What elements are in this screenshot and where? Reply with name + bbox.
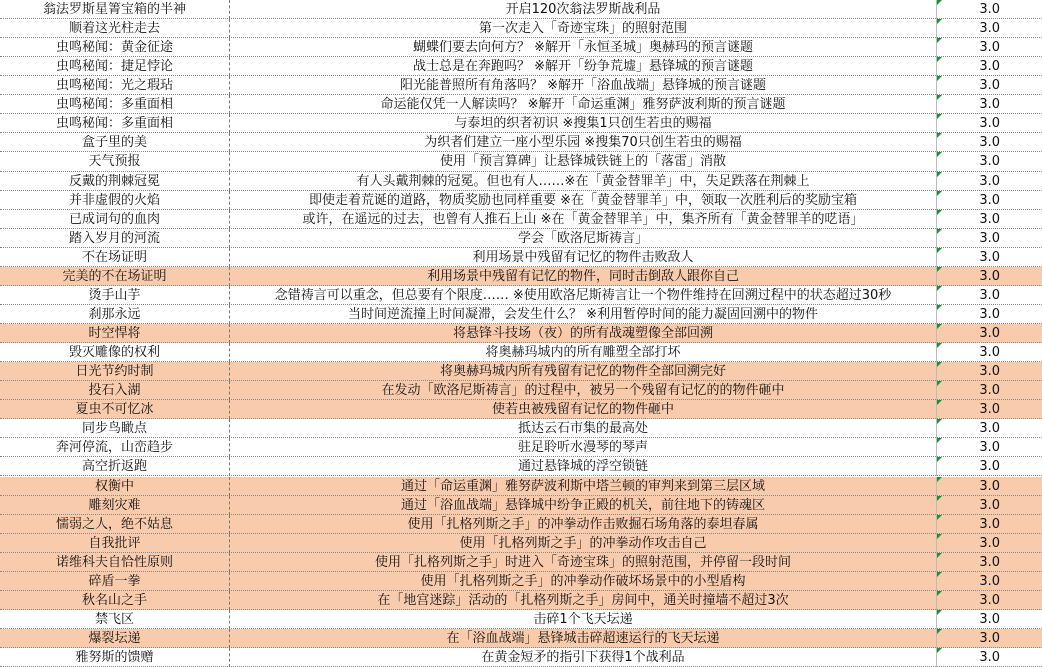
- achievement-description-cell[interactable]: 与泰坦的织者初识 ※搜集1只创生若虫的赐福: [230, 114, 937, 133]
- table-row[interactable]: [0, 553, 1042, 572]
- achievement-description-cell[interactable]: 将悬锋斗技场（夜）的所有战魂塑像全部回溯: [230, 324, 937, 343]
- achievement-description-cell[interactable]: 使用「扎格列斯之手」的冲拳动作破坏场景中的小型盾构: [230, 572, 937, 591]
- achievement-name-cell[interactable]: 踏入岁月的河流: [0, 229, 230, 248]
- cell-comment-marker-icon: [937, 229, 942, 234]
- cell-comment-marker-icon: [937, 305, 942, 310]
- cell-comment-marker-icon: [937, 286, 942, 291]
- version-cell[interactable]: 3.0: [979, 497, 1000, 513]
- achievement-name-cell[interactable]: 同步鸟瞰点: [0, 419, 230, 438]
- achievement-description-cell[interactable]: 战士总是在奔跑吗？ ※解开「纷争荒墟」悬锋城的预言谜题: [230, 57, 937, 76]
- version-cell[interactable]: 3.0: [979, 440, 1000, 456]
- cell-comment-marker-icon: [937, 591, 942, 596]
- achievement-name-cell[interactable]: 碎盾一拳: [0, 572, 230, 591]
- version-cell[interactable]: 3.0: [979, 116, 1000, 132]
- achievement-name-cell[interactable]: 秋名山之手: [0, 591, 230, 610]
- achievement-description-cell[interactable]: 将奥赫玛城内所有残留有记忆的物件全部回溯完好: [230, 362, 937, 381]
- version-cell[interactable]: 3.0: [979, 326, 1000, 342]
- achievement-description-cell[interactable]: 蝴蝶们要去向何方？ ※解开「永恒圣城」奥赫玛的预言谜题: [230, 38, 937, 57]
- table-row[interactable]: [0, 38, 1042, 57]
- achievement-name-cell[interactable]: 盒子里的美: [0, 133, 230, 152]
- table-row[interactable]: [0, 57, 1042, 76]
- achievement-name-cell[interactable]: 并非虚假的火焰: [0, 191, 230, 210]
- achievement-name-cell[interactable]: 投石入湖: [0, 381, 230, 400]
- achievement-name-cell[interactable]: 懦弱之人，绝不姑息: [0, 515, 230, 534]
- version-cell[interactable]: 3.0: [979, 402, 1000, 418]
- cell-comment-marker-icon: [937, 57, 942, 62]
- version-cell[interactable]: 3.0: [979, 21, 1000, 37]
- cell-comment-marker-icon: [937, 515, 942, 520]
- table-row[interactable]: [0, 400, 1042, 419]
- achievement-name-cell[interactable]: 不在场证明: [0, 248, 230, 267]
- achievement-name-cell[interactable]: 诺维科夫自恰性原则: [0, 553, 230, 572]
- version-cell[interactable]: 3.0: [979, 306, 1000, 322]
- table-row[interactable]: [0, 191, 1042, 210]
- achievement-description-cell[interactable]: 使若虫被残留有记忆的物件砸中: [230, 400, 937, 419]
- achievement-name-cell[interactable]: 已成词句的血肉: [0, 210, 230, 229]
- table-row[interactable]: [0, 457, 1042, 476]
- table-row[interactable]: [0, 477, 1042, 496]
- achievement-description-cell[interactable]: 当时间逆流撞上时间凝滞，会发生什么？ ※利用暂停时间的能力凝固回溯中的物件: [230, 305, 937, 324]
- achievement-description-cell[interactable]: 开启120次翁法罗斯战利品: [230, 0, 937, 19]
- cell-comment-marker-icon: [937, 114, 942, 119]
- achievement-name-cell[interactable]: 禁飞区: [0, 610, 230, 629]
- cell-comment-marker-icon: [937, 477, 942, 482]
- table-row[interactable]: [0, 76, 1042, 95]
- achievement-description-cell[interactable]: 为织者们建立一座小型乐园 ※搜集70只创生若虫的赐福: [230, 133, 937, 152]
- table-row[interactable]: [0, 286, 1042, 305]
- achievement-description-cell[interactable]: 在发动「欧洛尼斯祷言」的过程中，被另一个残留有记忆的的物件砸中: [230, 381, 937, 400]
- version-cell[interactable]: 3.0: [979, 650, 1000, 666]
- achievement-description-cell[interactable]: 学会「欧洛尼斯祷言」: [230, 229, 937, 248]
- achievement-description-cell[interactable]: 阳光能普照所有角落吗？ ※解开「浴血战端」悬锋城的预言谜题: [230, 76, 937, 95]
- cell-comment-marker-icon: [937, 343, 942, 348]
- table-row[interactable]: [0, 95, 1042, 114]
- version-cell[interactable]: 3.0: [979, 554, 1000, 570]
- table-row[interactable]: [0, 534, 1042, 553]
- achievement-description-cell[interactable]: 使用「扎格列斯之手」的冲拳动作攻击自己: [230, 534, 937, 553]
- cell-comment-marker-icon: [937, 133, 942, 138]
- achievement-name-cell[interactable]: 顺着这光柱走去: [0, 19, 230, 38]
- achievement-name-cell[interactable]: 天气预报: [0, 152, 230, 171]
- achievement-name-cell[interactable]: 翁法罗斯星箐宝箱的半神: [0, 0, 230, 19]
- cell-comment-marker-icon: [937, 457, 942, 462]
- cell-comment-marker-icon: [937, 95, 942, 100]
- version-cell[interactable]: 3.0: [979, 2, 1000, 17]
- version-cell[interactable]: 3.0: [979, 516, 1000, 532]
- achievement-name-cell[interactable]: 反戴的荆棘冠冕: [0, 172, 230, 191]
- cell-comment-marker-icon: [937, 381, 942, 386]
- achievement-name-cell[interactable]: 权衡中: [0, 477, 230, 496]
- table-row[interactable]: [0, 248, 1042, 267]
- cell-comment-marker-icon: [937, 0, 942, 5]
- achievement-description-cell[interactable]: 使用「预言算碑」让悬锋城铁链上的「落雷」消散: [230, 152, 937, 171]
- table-row[interactable]: [0, 438, 1042, 457]
- achievement-name-cell[interactable]: 爆裂坛递: [0, 629, 230, 648]
- achievement-description-cell[interactable]: 通过悬锋城的浮空锁链: [230, 457, 937, 476]
- table-row[interactable]: [0, 591, 1042, 610]
- achievement-description-cell[interactable]: 在黄金短矛的指引下获得1个战利品: [230, 648, 937, 667]
- version-cell[interactable]: 3.0: [979, 345, 1000, 361]
- table-row[interactable]: [0, 381, 1042, 400]
- cell-comment-marker-icon: [937, 191, 942, 196]
- version-cell[interactable]: 3.0: [979, 478, 1000, 494]
- achievement-name-cell[interactable]: 夏虫不可忆冰: [0, 400, 230, 419]
- cell-comment-marker-icon: [937, 572, 942, 577]
- table-row[interactable]: [0, 324, 1042, 343]
- cell-comment-marker-icon: [937, 248, 942, 253]
- table-row[interactable]: [0, 0, 1042, 19]
- version-cell[interactable]: 3.0: [979, 611, 1000, 627]
- achievement-description-cell[interactable]: 命运能仅凭一人解读吗？ ※解开「命运重渊」雅努萨波利斯的预言谜题: [230, 95, 937, 114]
- version-cell[interactable]: 3.0: [979, 192, 1000, 208]
- table-row[interactable]: [0, 172, 1042, 191]
- table-row[interactable]: [0, 19, 1042, 38]
- table-row[interactable]: [0, 610, 1042, 629]
- table-row[interactable]: [0, 496, 1042, 515]
- version-cell[interactable]: 3.0: [979, 287, 1000, 303]
- table-row[interactable]: [0, 648, 1042, 667]
- table-row[interactable]: [0, 305, 1042, 324]
- cell-comment-marker-icon: [937, 553, 942, 558]
- achievement-description-cell[interactable]: 驻足聆听水漫琴的琴声: [230, 438, 937, 457]
- version-cell[interactable]: 3.0: [979, 59, 1000, 75]
- version-cell[interactable]: 3.0: [979, 459, 1000, 475]
- achievement-name-cell[interactable]: 完美的不在场证明: [0, 267, 230, 286]
- achievement-name-cell[interactable]: 日光节约时制: [0, 362, 230, 381]
- cell-comment-marker-icon: [937, 496, 942, 501]
- cell-comment-marker-icon: [937, 210, 942, 215]
- achievement-name-cell[interactable]: 虫鸣秘闻：多重面相: [0, 95, 230, 114]
- version-cell[interactable]: 3.0: [979, 573, 1000, 589]
- cell-comment-marker-icon: [937, 610, 942, 615]
- cell-comment-marker-icon: [937, 76, 942, 81]
- achievement-description-cell[interactable]: 念错祷言可以重念，但总要有个限度…… ※使用欧洛尼斯祷言让一个物件维持在回溯过程中的状态超过30秒: [230, 286, 937, 305]
- cell-comment-marker-icon: [937, 38, 942, 43]
- cell-comment-marker-icon: [937, 152, 942, 157]
- table-row[interactable]: [0, 229, 1042, 248]
- achievement-description-cell[interactable]: 通过「命运重渊」雅努萨波利斯中塔兰顿的审判来到第三层区域: [230, 477, 937, 496]
- achievement-name-cell[interactable]: 虫鸣秘闻：黄金征途: [0, 38, 230, 57]
- achievement-name-cell[interactable]: 虫鸣秘闻：光之瑕玷: [0, 76, 230, 95]
- achievement-name-cell[interactable]: 烫手山芋: [0, 286, 230, 305]
- achievement-name-cell[interactable]: 时空悍将: [0, 324, 230, 343]
- version-cell[interactable]: 3.0: [979, 364, 1000, 380]
- cell-comment-marker-icon: [937, 400, 942, 405]
- table-row[interactable]: [0, 133, 1042, 152]
- achievement-description-cell[interactable]: 通过「浴血战端」悬锋城中纷争正殿的机关，前往地下的铸魂区: [230, 496, 937, 515]
- achievement-description-cell[interactable]: 使用「扎格列斯之手」的冲拳动作击败掘石场角落的泰坦春属: [230, 515, 937, 534]
- achievement-description-cell[interactable]: 有人头戴荆棘的冠冕。但也有人……※在「黄金替罪羊」中，失足跌落在荆棘上: [230, 172, 937, 191]
- achievement-description-cell[interactable]: 或许，在遥远的过去，也曾有人推石上山 ※在「黄金替罪羊」中，集齐所有「黄金替罪羊的呓语」: [230, 210, 937, 229]
- table-row[interactable]: [0, 515, 1042, 534]
- cell-comment-marker-icon: [937, 324, 942, 329]
- achievement-description-cell[interactable]: 第一次走入「奇迹宝珠」的照射范围: [230, 19, 937, 38]
- achievement-name-cell[interactable]: 自我批评: [0, 534, 230, 553]
- version-cell[interactable]: 3.0: [979, 154, 1000, 170]
- achievement-name-cell[interactable]: 高空折返跑: [0, 457, 230, 476]
- table-row[interactable]: [0, 267, 1042, 286]
- achievement-name-cell[interactable]: 奔河停流，山峦趋步: [0, 438, 230, 457]
- table-row[interactable]: [0, 419, 1042, 438]
- version-cell[interactable]: 3.0: [979, 630, 1000, 646]
- version-cell[interactable]: 3.0: [979, 173, 1000, 189]
- cell-comment-marker-icon: [937, 19, 942, 24]
- achievement-description-cell[interactable]: 使用「扎格列斯之手」时进入「奇迹宝珠」的照射范围，并停留一段时间: [230, 553, 937, 572]
- version-cell[interactable]: 3.0: [979, 383, 1000, 399]
- achievement-name-cell[interactable]: 雕刻灾难: [0, 496, 230, 515]
- cell-comment-marker-icon: [937, 419, 942, 424]
- achievement-description-cell[interactable]: 利用场景中残留有记忆的物件击败敌人: [230, 248, 937, 267]
- achievement-description-cell[interactable]: 将奥赫玛城内的所有雕塑全部打坏: [230, 343, 937, 362]
- table-row[interactable]: [0, 210, 1042, 229]
- achievement-description-cell[interactable]: 即使走着荒诞的道路，物质奖励也同样重要 ※在「黄金替罪羊」中，领取一次胜利后的奖励宝箱: [230, 191, 937, 210]
- cell-comment-marker-icon: [937, 172, 942, 177]
- version-cell[interactable]: 3.0: [979, 421, 1000, 437]
- achievement-description-cell[interactable]: 利用场景中残留有记忆的物件，同时击倒敌人跟你自己: [230, 267, 937, 286]
- version-cell[interactable]: 3.0: [979, 97, 1000, 113]
- achievement-name-cell[interactable]: 虫鸣秘闻：捷足悖论: [0, 57, 230, 76]
- cell-comment-marker-icon: [937, 362, 942, 367]
- version-cell[interactable]: 3.0: [979, 211, 1000, 227]
- table-row[interactable]: [0, 362, 1042, 381]
- table-row[interactable]: [0, 114, 1042, 133]
- version-cell[interactable]: 3.0: [979, 230, 1000, 246]
- version-cell[interactable]: 3.0: [979, 268, 1000, 284]
- cell-comment-marker-icon: [937, 267, 942, 272]
- achievement-description-cell[interactable]: 在「地宫迷踪」活动的「扎格列斯之手」房间中，通关时撞墙不超过3次: [230, 591, 937, 610]
- table-row[interactable]: [0, 152, 1042, 171]
- table-row[interactable]: [0, 629, 1042, 648]
- version-cell[interactable]: 3.0: [979, 535, 1000, 551]
- achievement-name-cell[interactable]: 毁灭雕像的权利: [0, 343, 230, 362]
- version-cell[interactable]: 3.0: [979, 40, 1000, 56]
- cell-comment-marker-icon: [937, 648, 942, 653]
- cell-comment-marker-icon: [937, 534, 942, 539]
- achievement-name-cell[interactable]: 虫鸣秘闻：多重面相: [0, 114, 230, 133]
- version-cell[interactable]: 3.0: [979, 249, 1000, 265]
- table-row[interactable]: [0, 343, 1042, 362]
- achievement-description-cell[interactable]: 在「浴血战端」悬锋城击碎超速运行的飞天坛递: [230, 629, 937, 648]
- achievement-name-cell[interactable]: 雅努斯的馈赠: [0, 648, 230, 667]
- achievement-name-cell[interactable]: 刹那永远: [0, 305, 230, 324]
- achievement-description-cell[interactable]: 抵达云石市集的最高处: [230, 419, 937, 438]
- achievement-description-cell[interactable]: 击碎1个飞天坛递: [230, 610, 937, 629]
- version-cell[interactable]: 3.0: [979, 592, 1000, 608]
- version-cell[interactable]: 3.0: [979, 135, 1000, 151]
- table-row[interactable]: [0, 572, 1042, 591]
- version-cell[interactable]: 3.0: [979, 78, 1000, 94]
- cell-comment-marker-icon: [937, 629, 942, 634]
- cell-comment-marker-icon: [937, 438, 942, 443]
